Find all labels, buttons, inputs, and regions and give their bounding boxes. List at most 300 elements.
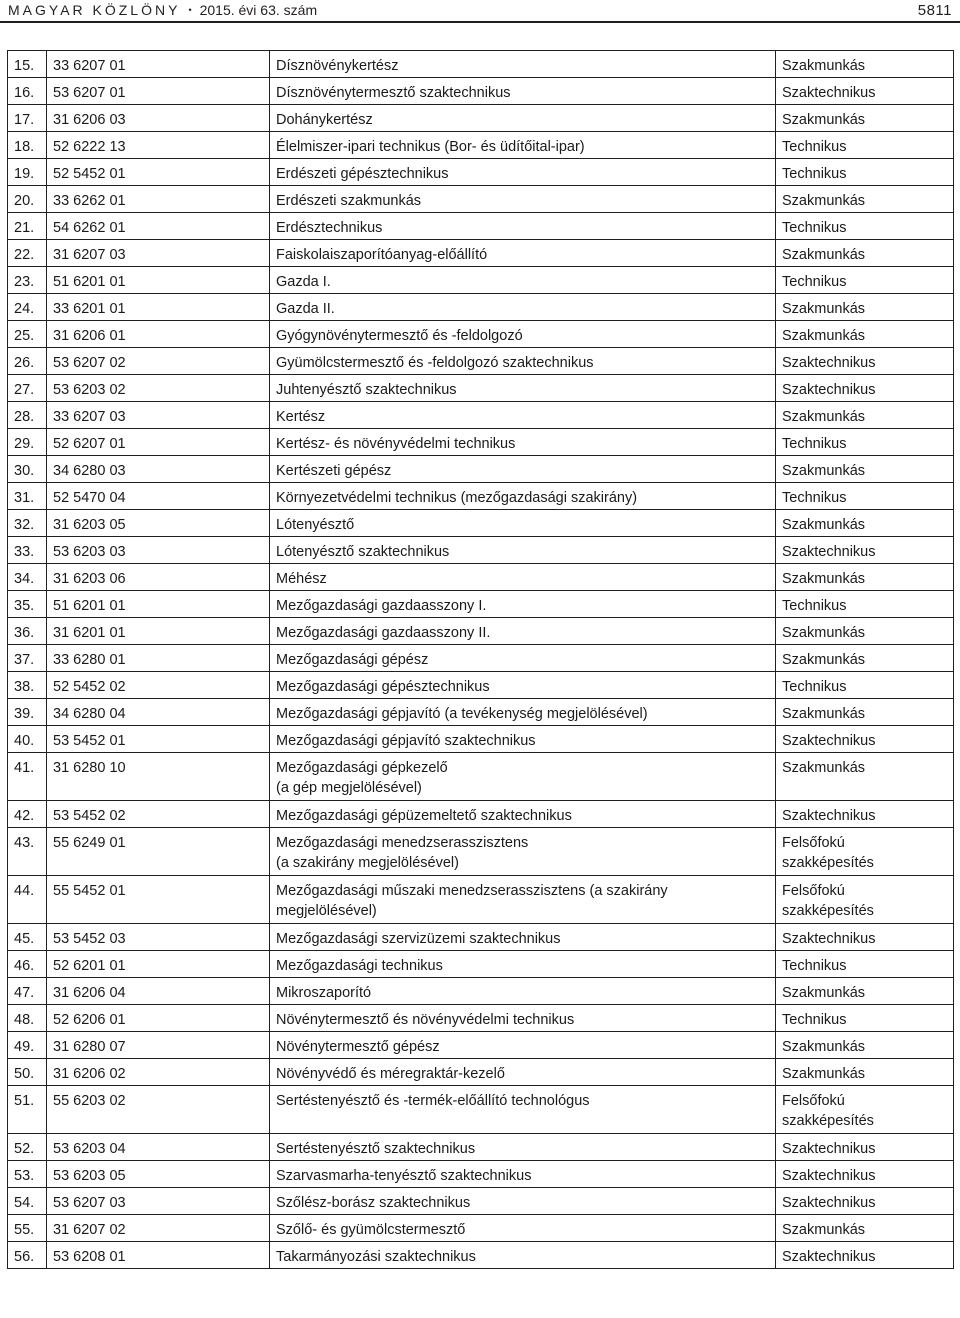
code-cell-text: 51 6201 01 <box>53 598 126 614</box>
level-cell <box>776 564 954 591</box>
qualification-name-cell <box>270 645 776 672</box>
code-cell-text: 53 6203 03 <box>53 544 126 560</box>
code-cell <box>47 564 270 591</box>
row-number-cell <box>8 1134 47 1161</box>
code-cell-text: 31 6206 04 <box>53 985 126 1001</box>
table-row <box>8 510 954 537</box>
code-cell <box>47 753 270 801</box>
row-number-cell-text: 28. <box>14 409 35 425</box>
table-row <box>8 1188 954 1215</box>
qualification-name-cell <box>270 618 776 645</box>
level-cell <box>776 321 954 348</box>
level-cell <box>776 348 954 375</box>
row-number-cell <box>8 240 47 267</box>
row-number-cell-text: 23. <box>14 274 35 290</box>
row-number-cell-text: 56. <box>14 1249 35 1265</box>
row-number-cell <box>8 402 47 429</box>
qualification-name-cell-text: Kertész <box>276 409 326 425</box>
level-cell <box>776 591 954 618</box>
row-number-cell <box>8 564 47 591</box>
code-cell <box>47 1161 270 1188</box>
code-cell-text: 33 6280 01 <box>53 652 126 668</box>
qualification-name-cell <box>270 1242 776 1269</box>
qualification-name-cell-text: Sertéstenyésztő és -termék-előállító technológus <box>276 1093 590 1109</box>
level-cell <box>776 402 954 429</box>
level-cell <box>776 294 954 321</box>
qualification-name-cell <box>270 267 776 294</box>
level-cell <box>776 267 954 294</box>
table-row <box>8 321 954 348</box>
row-number-cell-text: 41. <box>14 760 35 776</box>
qualification-name-cell-text: megjelölésével) <box>276 903 377 919</box>
code-cell <box>47 1086 270 1134</box>
level-cell-text: szakképesítés <box>782 903 874 919</box>
level-cell <box>776 1032 954 1059</box>
table-row <box>8 402 954 429</box>
level-cell-text: szakképesítés <box>782 855 874 871</box>
code-cell-text: 31 6280 07 <box>53 1039 126 1055</box>
level-cell-text: Technikus <box>782 1012 847 1028</box>
qualification-table-body <box>8 51 954 1269</box>
level-cell-text: Szakmunkás <box>782 409 866 425</box>
qualification-name-cell-text: Erdészeti szakmunkás <box>276 193 422 209</box>
qualification-name-cell-text: Faiskolaiszaporítóanyag-előállító <box>276 247 488 263</box>
code-cell-text: 52 5452 02 <box>53 679 126 695</box>
row-number-cell <box>8 483 47 510</box>
code-cell-text: 51 6201 01 <box>53 274 126 290</box>
row-number-cell-text: 19. <box>14 166 35 182</box>
row-number-cell-text: 38. <box>14 679 35 695</box>
qualification-name-cell <box>270 537 776 564</box>
code-cell-text: 34 6280 03 <box>53 463 126 479</box>
table-row <box>8 213 954 240</box>
page-number: 5811 <box>917 1 952 19</box>
code-cell <box>47 294 270 321</box>
table-row <box>8 456 954 483</box>
qualification-name-cell <box>270 78 776 105</box>
level-cell-text: Szakmunkás <box>782 247 866 263</box>
level-cell-text: Szaktechnikus <box>782 544 876 560</box>
row-number-cell <box>8 537 47 564</box>
row-number-cell <box>8 1032 47 1059</box>
table-row <box>8 483 954 510</box>
level-cell <box>776 240 954 267</box>
level-cell <box>776 456 954 483</box>
code-cell <box>47 876 270 924</box>
row-number-cell-text: 16. <box>14 85 35 101</box>
level-cell <box>776 537 954 564</box>
level-cell-text: Felsőfokú <box>782 1093 845 1109</box>
code-cell-text: 53 6207 01 <box>53 85 126 101</box>
code-cell-text: 52 6201 01 <box>53 958 126 974</box>
level-cell-text: Szaktechnikus <box>782 1195 876 1211</box>
code-cell-text: 31 6206 01 <box>53 328 126 344</box>
table-row <box>8 699 954 726</box>
row-number-cell-text: 34. <box>14 571 35 587</box>
row-number-cell-text: 50. <box>14 1066 35 1082</box>
qualification-name-cell-text: Környezetvédelmi technikus (mezőgazdasági szakirány) <box>276 490 638 506</box>
level-cell-text: Szakmunkás <box>782 112 866 128</box>
level-cell-text: Szakmunkás <box>782 1222 866 1238</box>
level-cell <box>776 924 954 951</box>
qualification-name-cell-text: Dísznövénykertész <box>276 58 399 74</box>
level-cell <box>776 726 954 753</box>
row-number-cell-text: 46. <box>14 958 35 974</box>
code-cell <box>47 1134 270 1161</box>
qualification-name-cell-text: Lótenyésztő szaktechnikus <box>276 544 450 560</box>
level-cell-text: Szaktechnikus <box>782 355 876 371</box>
code-cell-text: 53 5452 02 <box>53 808 126 824</box>
qualification-name-cell <box>270 1188 776 1215</box>
qualification-name-cell-text: Erdésztechnikus <box>276 220 383 236</box>
level-cell-text: Technikus <box>782 436 847 452</box>
qualification-name-cell <box>270 105 776 132</box>
code-cell <box>47 537 270 564</box>
level-cell-text: Szakmunkás <box>782 301 866 317</box>
level-cell-text: Szakmunkás <box>782 706 866 722</box>
row-number-cell <box>8 753 47 801</box>
level-cell <box>776 1161 954 1188</box>
table-row <box>8 1134 954 1161</box>
row-number-cell <box>8 213 47 240</box>
row-number-cell <box>8 1188 47 1215</box>
table-row <box>8 1032 954 1059</box>
table-row <box>8 1086 954 1134</box>
qualification-name-cell <box>270 591 776 618</box>
code-cell-text: 54 6262 01 <box>53 220 126 236</box>
code-cell-text: 52 6207 01 <box>53 436 126 452</box>
level-cell <box>776 510 954 537</box>
qualification-name-cell <box>270 51 776 78</box>
code-cell <box>47 951 270 978</box>
qualification-name-cell-text: Méhész <box>276 571 327 587</box>
code-cell <box>47 1242 270 1269</box>
code-cell-text: 52 5452 01 <box>53 166 126 182</box>
row-number-cell-text: 49. <box>14 1039 35 1055</box>
level-cell <box>776 1215 954 1242</box>
level-cell <box>776 876 954 924</box>
code-cell <box>47 78 270 105</box>
level-cell <box>776 1059 954 1086</box>
table-row <box>8 1005 954 1032</box>
row-number-cell-text: 47. <box>14 985 35 1001</box>
level-cell <box>776 1005 954 1032</box>
code-cell <box>47 429 270 456</box>
level-cell-text: Szaktechnikus <box>782 733 876 749</box>
qualification-name-cell <box>270 978 776 1005</box>
qualification-name-cell-text: Mezőgazdasági technikus <box>276 958 443 974</box>
code-cell <box>47 618 270 645</box>
row-number-cell-text: 26. <box>14 355 35 371</box>
table-row <box>8 375 954 402</box>
code-cell-text: 33 6201 01 <box>53 301 126 317</box>
code-cell <box>47 51 270 78</box>
code-cell <box>47 105 270 132</box>
qualification-name-cell <box>270 876 776 924</box>
table-row <box>8 159 954 186</box>
level-cell-text: Technikus <box>782 166 847 182</box>
qualification-name-cell-text: Szőlész-borász szaktechnikus <box>276 1195 471 1211</box>
row-number-cell-text: 52. <box>14 1141 35 1157</box>
table-row <box>8 240 954 267</box>
code-cell <box>47 1032 270 1059</box>
code-cell-text: 31 6203 06 <box>53 571 126 587</box>
level-cell-text: Technikus <box>782 139 847 155</box>
qualification-name-cell <box>270 1005 776 1032</box>
table-row <box>8 591 954 618</box>
code-cell-text: 53 6203 04 <box>53 1141 126 1157</box>
row-number-cell <box>8 951 47 978</box>
code-cell <box>47 978 270 1005</box>
qualification-name-cell-text: Takarmányozási szaktechnikus <box>276 1249 476 1265</box>
table-row <box>8 978 954 1005</box>
qualification-name-cell <box>270 1134 776 1161</box>
row-number-cell-text: 15. <box>14 58 35 74</box>
code-cell-text: 33 6207 03 <box>53 409 126 425</box>
table-row <box>8 951 954 978</box>
level-cell <box>776 1086 954 1134</box>
qualification-name-cell-text: Mezőgazdasági gépjavító szaktechnikus <box>276 733 536 749</box>
table-row <box>8 105 954 132</box>
qualification-name-cell <box>270 753 776 801</box>
level-cell-text: Szaktechnikus <box>782 808 876 824</box>
qualification-name-cell-text: Sertéstenyésztő szaktechnikus <box>276 1141 476 1157</box>
code-cell <box>47 213 270 240</box>
row-number-cell <box>8 186 47 213</box>
qualification-name-cell <box>270 801 776 828</box>
qualification-name-cell-text: Élelmiszer-ipari technikus (Bor- és üdítőital-ipar) <box>276 139 585 155</box>
row-number-cell <box>8 105 47 132</box>
code-cell <box>47 801 270 828</box>
table-row <box>8 186 954 213</box>
code-cell <box>47 591 270 618</box>
row-number-cell-text: 55. <box>14 1222 35 1238</box>
level-cell-text: Technikus <box>782 958 847 974</box>
qualification-name-cell-text: Szarvasmarha-tenyésztő szaktechnikus <box>276 1168 532 1184</box>
code-cell <box>47 240 270 267</box>
code-cell-text: 31 6201 01 <box>53 625 126 641</box>
qualification-name-cell-text: Szőlő- és gyümölcstermesztő <box>276 1222 466 1238</box>
level-cell <box>776 375 954 402</box>
qualification-name-cell-text: Mezőgazdasági gazdaasszony II. <box>276 625 491 641</box>
table-row <box>8 537 954 564</box>
page-header <box>8 0 952 20</box>
qualification-name-cell <box>270 132 776 159</box>
level-cell-text: Szakmunkás <box>782 652 866 668</box>
table-row <box>8 267 954 294</box>
qualification-name-cell <box>270 564 776 591</box>
level-cell <box>776 951 954 978</box>
qualification-name-cell <box>270 924 776 951</box>
row-number-cell-text: 21. <box>14 220 35 236</box>
row-number-cell <box>8 924 47 951</box>
code-cell-text: 31 6206 02 <box>53 1066 126 1082</box>
qualification-name-cell <box>270 240 776 267</box>
qualification-name-cell-text: Mezőgazdasági menedzserasszisztens <box>276 835 529 851</box>
level-cell-text: Szakmunkás <box>782 985 866 1001</box>
row-number-cell-text: 27. <box>14 382 35 398</box>
code-cell-text: 34 6280 04 <box>53 706 126 722</box>
code-cell <box>47 267 270 294</box>
level-cell <box>776 132 954 159</box>
level-cell-text: Szaktechnikus <box>782 931 876 947</box>
qualification-name-cell-text: Mezőgazdasági gépésztechnikus <box>276 679 490 695</box>
code-cell <box>47 375 270 402</box>
qualification-name-cell <box>270 828 776 876</box>
level-cell-text: Szakmunkás <box>782 58 866 74</box>
code-cell <box>47 1005 270 1032</box>
row-number-cell-text: 17. <box>14 112 35 128</box>
code-cell <box>47 828 270 876</box>
row-number-cell <box>8 78 47 105</box>
qualification-name-cell-text: Gyümölcstermesztő és -feldolgozó szaktechnikus <box>276 355 594 371</box>
qualification-name-cell <box>270 483 776 510</box>
level-cell <box>776 78 954 105</box>
qualification-name-cell-text: Juhtenyésztő szaktechnikus <box>276 382 457 398</box>
table-row <box>8 564 954 591</box>
qualification-name-cell-text: Növénytermesztő és növényvédelmi technikus <box>276 1012 575 1028</box>
row-number-cell <box>8 645 47 672</box>
qualification-name-cell-text: Mezőgazdasági gépüzemeltető szaktechnikus <box>276 808 572 824</box>
qualification-name-cell-text: Növénytermesztő gépész <box>276 1039 440 1055</box>
row-number-cell-text: 36. <box>14 625 35 641</box>
table-row <box>8 672 954 699</box>
row-number-cell-text: 29. <box>14 436 35 452</box>
row-number-cell <box>8 1059 47 1086</box>
row-number-cell <box>8 618 47 645</box>
table-row <box>8 753 954 801</box>
code-cell <box>47 510 270 537</box>
qualification-name-cell-text: Mezőgazdasági műszaki menedzserasszisztens (a szakirány <box>276 883 668 899</box>
bullet-separator: • <box>188 5 192 15</box>
qualification-name-cell <box>270 1215 776 1242</box>
table-row <box>8 294 954 321</box>
code-cell <box>47 672 270 699</box>
code-cell <box>47 924 270 951</box>
code-cell-text: 31 6280 10 <box>53 760 126 776</box>
code-cell-text: 52 5470 04 <box>53 490 126 506</box>
code-cell-text: 55 6249 01 <box>53 835 126 851</box>
row-number-cell <box>8 1086 47 1134</box>
level-cell-text: Szakmunkás <box>782 760 866 776</box>
code-cell <box>47 159 270 186</box>
code-cell <box>47 1059 270 1086</box>
level-cell-text: Szakmunkás <box>782 1039 866 1055</box>
row-number-cell-text: 43. <box>14 835 35 851</box>
level-cell-text: Szaktechnikus <box>782 1168 876 1184</box>
qualification-name-cell-text: (a gép megjelölésével) <box>276 780 422 796</box>
code-cell-text: 53 6203 02 <box>53 382 126 398</box>
row-number-cell-text: 39. <box>14 706 35 722</box>
row-number-cell <box>8 294 47 321</box>
code-cell <box>47 1188 270 1215</box>
row-number-cell <box>8 456 47 483</box>
level-cell <box>776 186 954 213</box>
qualification-table <box>7 50 954 1269</box>
row-number-cell <box>8 978 47 1005</box>
qualification-name-cell-text: Mikroszaporító <box>276 985 372 1001</box>
qualification-name-cell <box>270 1161 776 1188</box>
code-cell <box>47 402 270 429</box>
table-row <box>8 876 954 924</box>
table-row <box>8 828 954 876</box>
qualification-name-cell <box>270 510 776 537</box>
qualification-name-cell-text: Gazda II. <box>276 301 335 317</box>
qualification-name-cell <box>270 672 776 699</box>
qualification-name-cell-text: Kertészeti gépész <box>276 463 392 479</box>
row-number-cell <box>8 1005 47 1032</box>
qualification-name-cell-text: Erdészeti gépésztechnikus <box>276 166 449 182</box>
level-cell-text: Technikus <box>782 679 847 695</box>
code-cell-text: 31 6206 03 <box>53 112 126 128</box>
level-cell-text: Szakmunkás <box>782 328 866 344</box>
qualification-name-cell <box>270 294 776 321</box>
row-number-cell-text: 42. <box>14 808 35 824</box>
level-cell <box>776 429 954 456</box>
qualification-name-cell-text: Dohánykertész <box>276 112 373 128</box>
table-row <box>8 1059 954 1086</box>
row-number-cell <box>8 672 47 699</box>
row-number-cell-text: 18. <box>14 139 35 155</box>
level-cell <box>776 213 954 240</box>
level-cell <box>776 1188 954 1215</box>
row-number-cell-text: 24. <box>14 301 35 317</box>
row-number-cell-text: 30. <box>14 463 35 479</box>
code-cell <box>47 348 270 375</box>
row-number-cell <box>8 699 47 726</box>
row-number-cell-text: 37. <box>14 652 35 668</box>
row-number-cell <box>8 591 47 618</box>
level-cell-text: Technikus <box>782 274 847 290</box>
row-number-cell <box>8 1215 47 1242</box>
header-divider <box>0 21 960 23</box>
level-cell-text: Technikus <box>782 490 847 506</box>
issue-label: 2015. évi 63. szám <box>199 2 318 18</box>
row-number-cell-text: 48. <box>14 1012 35 1028</box>
row-number-cell <box>8 828 47 876</box>
table-row <box>8 1242 954 1269</box>
qualification-name-cell-text: Mezőgazdasági gazdaasszony I. <box>276 598 487 614</box>
table-row <box>8 429 954 456</box>
code-cell-text: 53 6208 01 <box>53 1249 126 1265</box>
table-row <box>8 1161 954 1188</box>
qualification-name-cell <box>270 402 776 429</box>
qualification-name-cell <box>270 456 776 483</box>
code-cell-text: 33 6262 01 <box>53 193 126 209</box>
qualification-name-cell <box>270 213 776 240</box>
level-cell <box>776 801 954 828</box>
code-cell-text: 31 6203 05 <box>53 517 126 533</box>
table-row <box>8 1215 954 1242</box>
row-number-cell <box>8 1242 47 1269</box>
level-cell <box>776 618 954 645</box>
journal-name: MAGYAR KÖZLÖNY <box>8 2 181 18</box>
level-cell-text: Szakmunkás <box>782 625 866 641</box>
qualification-name-cell-text: Növényvédő és méregraktár-kezelő <box>276 1066 505 1082</box>
row-number-cell <box>8 876 47 924</box>
level-cell <box>776 105 954 132</box>
level-cell-text: szakképesítés <box>782 1113 874 1129</box>
table-row <box>8 78 954 105</box>
row-number-cell <box>8 159 47 186</box>
row-number-cell <box>8 348 47 375</box>
row-number-cell-text: 32. <box>14 517 35 533</box>
level-cell <box>776 1134 954 1161</box>
qualification-name-cell <box>270 951 776 978</box>
table-row <box>8 132 954 159</box>
row-number-cell-text: 33. <box>14 544 35 560</box>
qualification-name-cell <box>270 159 776 186</box>
